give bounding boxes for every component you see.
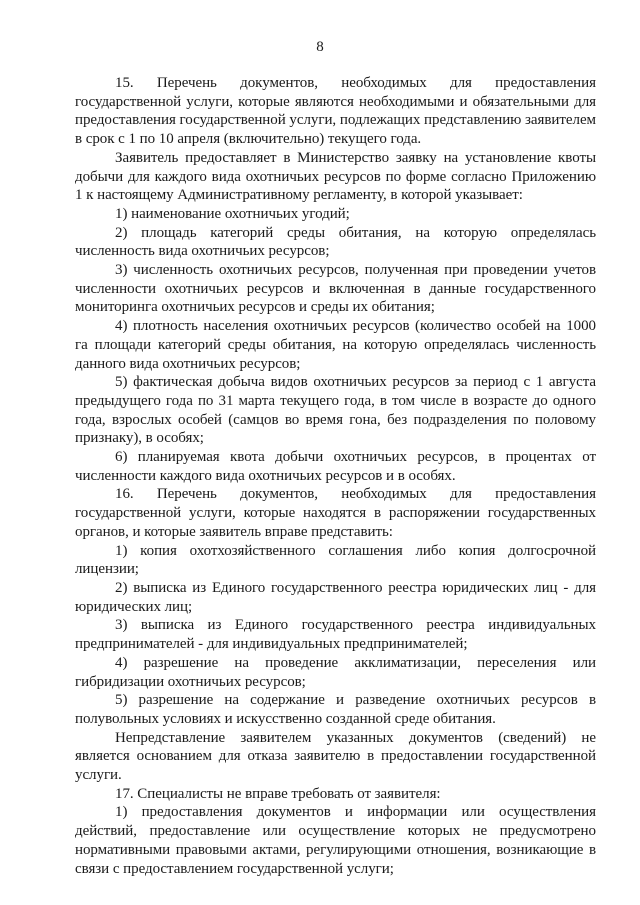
page-number: 8 [316,39,324,55]
paragraph-non-submission: Непредставление заявителем указанных документов (сведений) не является основанием для отказа заявителю в предоставлении государственной услуги. [75,729,596,784]
list-item: 6) планируемая квота добычи охотничьих ресурсов, в процентах от численности каждого вида охотничьих ресурсов и в особях. [75,449,596,484]
list-item: 2) площадь категорий среды обитания, на которую определялась численность вида охотничьих ресурсов; [75,224,596,260]
list-item: 4) плотность населения охотничьих ресурсов (количество особей на 1000 га площади категорий среды обитания, на которую определялась численность данного вида охотничьих ресурсов; [75,318,596,372]
list-item: 5) фактическая добыча видов охотничьих ресурсов за период с 1 августа предыдущего года по 31 марта текущего года, в том числе в возрасте до одного года, взрослых особей (самцов во время гона, без подразделения по половому признаку), в особях; [75,374,596,447]
list-item: 2) выписка из Единого государственного реестра юридических лиц - для юридических лиц; [75,579,596,615]
list-item: 1) предоставления документов и информации или осуществления действий, предоставление или осуществление которых не предусмотрено нормативными правовыми актами, регулирующими отношения, возникающие в связи с предоставлением государственной услуги; [75,804,596,877]
paragraph-17-header: 17. Специалисты не вправе требовать от заявителя: [115,785,441,802]
paragraph-15-header: 15. Перечень документов, необходимых для предоставления государственной услуги, которые являются необходимыми и обязательными для предоставления государственной услуги, подлежащих представлению заявителем в срок с 1 по 10 апреля (включительно) текущего года. [75,75,596,148]
list-item: 4) разрешение на проведение акклиматизации, переселения или гибридизации охотничьих ресурсов; [75,654,596,690]
list-item: 5) разрешение на содержание и разведение охотничьих ресурсов в полувольных условиях и искусственно созданной среде обитания. [75,692,596,727]
list-item: 1) копия охотхозяйственного соглашения либо копия долгосрочной лицензии; [75,542,596,578]
list-item: 3) выписка из Единого государственного реестра индивидуальных предпринимателей - для индивидуальных предпринимателей; [75,617,596,653]
paragraph-application-intro: Заявитель предоставляет в Министерство заявку на установление квоты добычи для каждого вида охотничьих ресурсов по форме согласно Приложению 1 к настоящему Административному регламенту, в которой указывает: [75,149,596,204]
list-item: 1) наименование охотничьих угодий; [115,205,350,222]
paragraph-16-header: 16. Перечень документов, необходимых для предоставления государственной услуги, которые находятся в распоряжении государственных органов, и которые заявитель вправе представить: [75,486,596,540]
document-body [75,74,596,878]
list-item: 3) численность охотничьих ресурсов, полученная при проведении учетов численности охотничьих ресурсов и включенная в данные государственного мониторинга охотничьих ресурсов и среды их обитания; [75,262,596,316]
